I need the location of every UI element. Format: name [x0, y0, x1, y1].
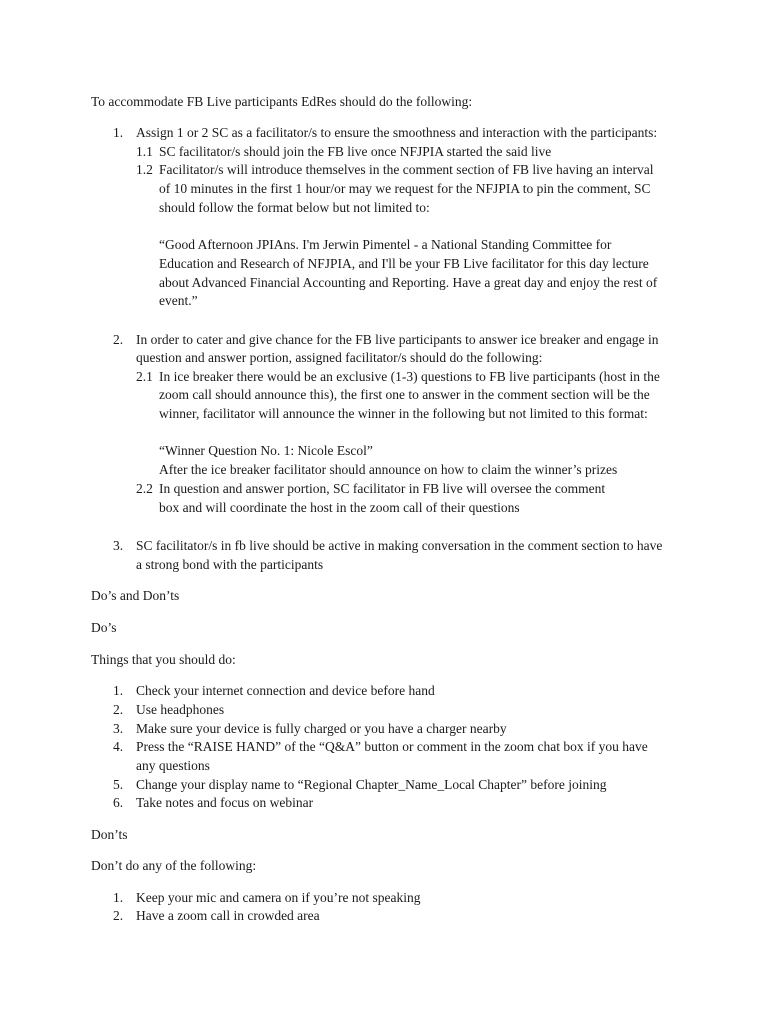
item-text: Assign 1 or 2 SC as a facilitator/s to ensure the smoothness and interaction with the participants: — [136, 125, 658, 140]
quote-text: Education and Research of NFJPIA, and I'll be your FB Live facilitator for this day lecture — [159, 256, 649, 271]
item-text: SC facilitator/s in fb live should be active in making conversation in the comment section to have — [136, 538, 663, 553]
subitem-text: SC facilitator/s should join the FB live once NFJPIA started the said live — [159, 144, 552, 159]
dos-item-text: Check your internet connection and device before hand — [136, 683, 435, 698]
donts-heading: Don’ts — [91, 827, 128, 842]
donts-item-number: 2. — [113, 908, 124, 923]
item-text: question and answer portion, assigned facilitator/s should do the following: — [136, 350, 543, 365]
subitem-text: of 10 minutes in the first 1 hour/or may we request for the NFJPIA to pin the comment, SC — [159, 181, 651, 196]
dos-item-text: Use headphones — [136, 702, 225, 717]
dos-item-text: Take notes and focus on webinar — [136, 795, 314, 810]
subitem-number: 2.1 — [136, 369, 153, 384]
donts-item-text: Have a zoom call in crowded area — [136, 908, 320, 923]
dos-intro: Things that you should do: — [91, 652, 236, 667]
subitem-text: In question and answer portion, SC facilitator in FB live will oversee the comment — [159, 481, 606, 496]
dos-item-number: 5. — [113, 777, 124, 792]
donts-intro: Don’t do any of the following: — [91, 858, 257, 873]
quote-text: After the ice breaker facilitator should announce on how to claim the winner’s prizes — [159, 462, 618, 477]
dos-item-number: 4. — [113, 739, 124, 754]
quote-text: event.” — [159, 293, 198, 308]
item-number: 1. — [113, 125, 124, 140]
item-text: In order to cater and give chance for the FB live participants to answer ice breaker and engage in — [136, 332, 659, 347]
dos-item-text: any questions — [136, 758, 210, 773]
intro-paragraph: To accommodate FB Live participants EdRes should do the following: — [91, 94, 473, 109]
subitem-text: Facilitator/s will introduce themselves in the comment section of FB live having an interval — [159, 162, 654, 177]
subitem-number: 1.1 — [136, 144, 153, 159]
item-number: 2. — [113, 332, 124, 347]
quote-text: “Good Afternoon JPIAns. I'm Jerwin Pimentel - a National Standing Committee for — [159, 237, 612, 252]
donts-item-text: Keep your mic and camera on if you’re not speaking — [136, 890, 421, 905]
dos-item-number: 1. — [113, 683, 124, 698]
item-number: 3. — [113, 538, 124, 553]
quote-text: “Winner Question No. 1: Nicole Escol” — [159, 443, 373, 458]
subitem-number: 2.2 — [136, 481, 153, 496]
subitem-text: should follow the format below but not limited to: — [159, 200, 430, 215]
dos-item-number: 2. — [113, 702, 124, 717]
dos-item-text: Change your display name to “Regional Chapter_Name_Local Chapter” before joining — [136, 777, 607, 792]
subitem-text: winner, facilitator will announce the winner in the following but not limited to this format: — [159, 406, 648, 421]
donts-item-number: 1. — [113, 890, 124, 905]
subitem-text: In ice breaker there would be an exclusive (1-3) questions to FB live participants (host in the — [159, 369, 660, 384]
quote-text: about Advanced Financial Accounting and Reporting. Have a great day and enjoy the rest of — [159, 275, 658, 290]
dos-item-text: Press the “RAISE HAND” of the “Q&A” button or comment in the zoom chat box if you have — [136, 739, 648, 754]
item-text: a strong bond with the participants — [136, 557, 324, 572]
dos-item-number: 3. — [113, 721, 124, 736]
dos-heading: Do’s — [91, 620, 117, 635]
subitem-text: box and will coordinate the host in the zoom call of their questions — [159, 500, 520, 515]
subitem-number: 1.2 — [136, 162, 153, 177]
subitem-text: zoom call should announce this), the first one to answer in the comment section will be the — [159, 387, 650, 402]
dos-item-number: 6. — [113, 795, 124, 810]
section-heading: Do’s and Don’ts — [91, 588, 180, 603]
dos-item-text: Make sure your device is fully charged or you have a charger nearby — [136, 721, 507, 736]
